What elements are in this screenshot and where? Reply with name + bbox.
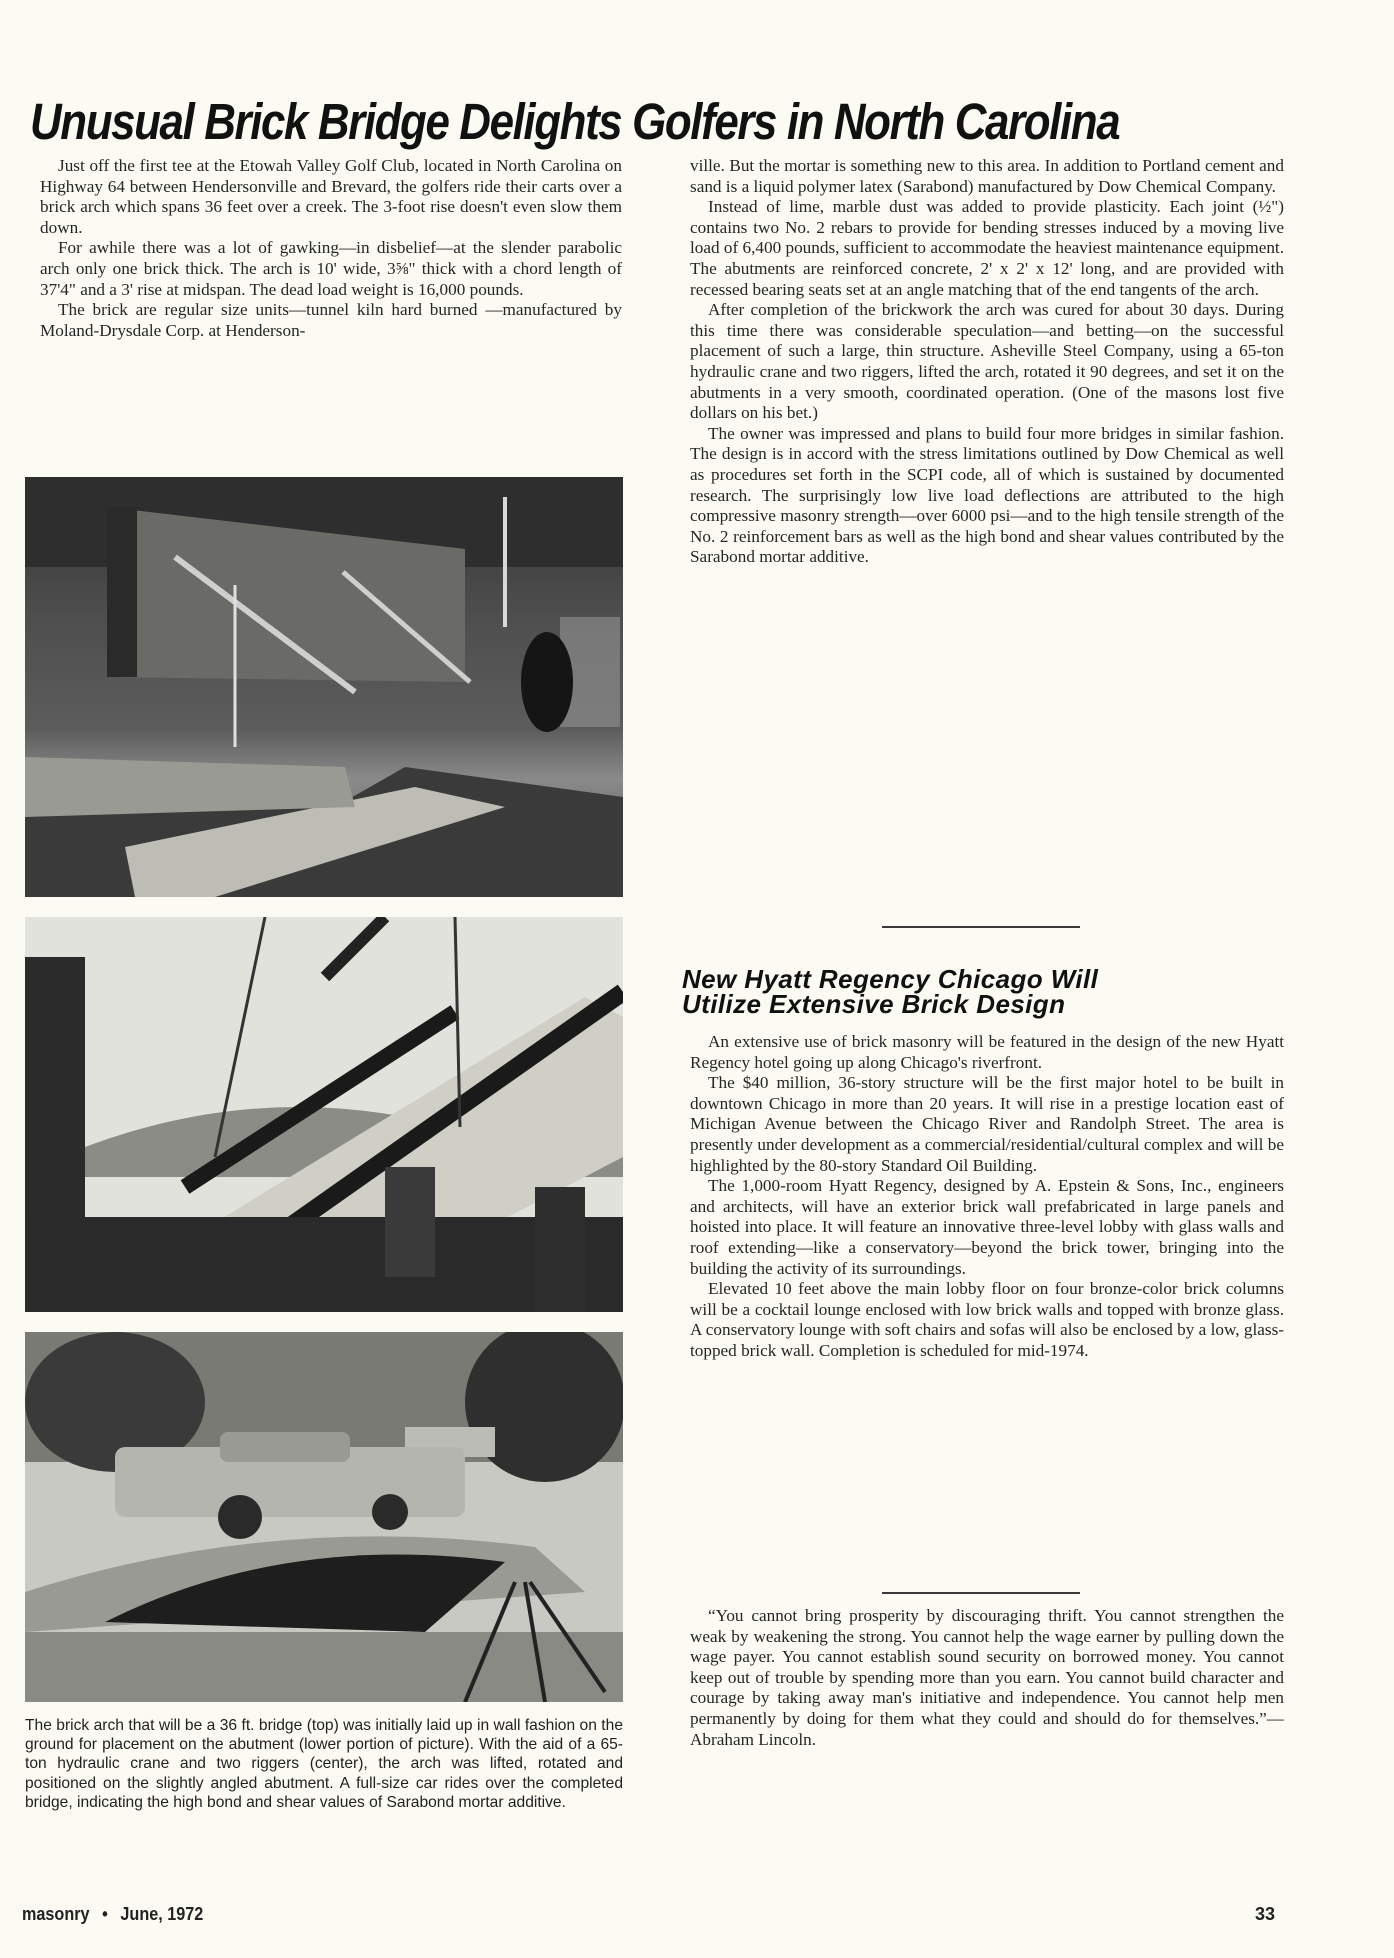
paragraph: Instead of lime, marble dust was added to provide plasticity. Each joint (½") contains two No. 2 rebars to provide for bending stresses induced by a moving live load of 6,400 pounds, sufficient to accommodate the heaviest maintenance equipment. The abutments are reinforced concrete, 2' x 2' x 12' long, and are provided with recessed bearing seats set at an angle matching that of the end tangents of the arch. <box>690 197 1284 299</box>
photo-illustration <box>25 917 623 1312</box>
paragraph: For awhile there was a lot of gawking—in disbelief—at the slender parabolic arch only one brick thick. The arch is 10' wide, 3⅝" thick with a chord length of 37'4" and a 3' rise at midspan. The dead load weight is 16,000 pounds. <box>40 238 622 299</box>
paragraph: Elevated 10 feet above the main lobby floor on four bronze-color brick columns will be a cocktail lounge enclosed with low brick walls and topped with bronze glass. A conservatory lounge with soft chairs and sofas will also be enclosed by a low, glass-topped brick wall. Completion is scheduled for mid-1974. <box>690 1279 1284 1360</box>
photo-illustration <box>25 1332 623 1702</box>
left-column-text <box>40 156 622 341</box>
sidebar-title-line-2: Utilize Extensive Brick Design <box>682 988 1066 1019</box>
paragraph: The $40 million, 36-story structure will be the first major hotel to be built in downtown Chicago in more than 20 years. It will rise in a prestige location east of Michigan Avenue between the Chicago River and Randolph Street. The area is presently under development as a commercial/residential/cultural complex and will be highlighted by the 80-story Standard Oil Building. <box>690 1073 1284 1175</box>
section-divider <box>882 926 1080 928</box>
photo-crane-lifting-arch <box>25 917 623 1312</box>
sidebar-article-title <box>682 963 1282 1019</box>
photo-illustration <box>25 477 623 897</box>
paragraph: An extensive use of brick masonry will be featured in the design of the new Hyatt Regency hotel going up along Chicago's riverfront. <box>690 1032 1284 1072</box>
photo-caption: The brick arch that will be a 36 ft. bridge (top) was initially laid up in wall fashion on the ground for placement on the abutment (lower portion of picture). With the aid of a 65-ton hydraulic crane and two riggers (center), the arch was lifted, rotated and positioned on the slightly angled abutment. A full-size car rides over the completed bridge, indicating the high bond and shear values of Sarabond mortar additive. <box>25 1717 623 1811</box>
quote-text: “You cannot bring prosperity by discouraging thrift. You cannot strengthen the weak by weakening the strong. You cannot help the wage earner by pulling down the wage payer. You cannot establish sound security on borrowed money. You cannot keep out of trouble by spending more than you earn. You cannot build character and courage by taking away man's initiative and independence. You cannot help men permanently by doing for them what they could and should do for themselves.”—Abraham Lincoln. <box>690 1606 1284 1749</box>
article-title: Unusual Brick Bridge Delights Golfers in North Carolina <box>30 93 1120 151</box>
lincoln-quote <box>690 1606 1284 1750</box>
paragraph: The owner was impressed and plans to build four more bridges in similar fashion. The design is in accord with the stress limitations outlined by Dow Chemical as well as procedures set forth in the SCPI code, all of which is sustained by documented research. The surprisingly low live load deflections are attributed to the high compressive masonry strength—over 6000 psi—and to the high tensile strength of the No. 2 reinforcement bars as well as the high bond and shear values contributed by the Sarabond mortar additive. <box>690 423 1284 567</box>
paragraph: After completion of the brickwork the arch was cured for about 30 days. During this time there was considerable speculation—and betting—on the successful placement of such a large, thin structure. Asheville Steel Company, using a 65-ton hydraulic crane and two riggers, lifted the arch, rotated it 90 degrees, and set it on the abutments in a very smooth, coordinated operation. (One of the masons lost five dollars on his bet.) <box>690 300 1284 423</box>
photo-car-on-bridge <box>25 1332 623 1702</box>
publication-name: masonry <box>22 1904 90 1924</box>
bullet-separator: • <box>102 1904 108 1924</box>
page-number: 33 <box>1255 1904 1276 1924</box>
paragraph: The brick are regular size units—tunnel kiln hard burned —manufactured by Moland-Drysdale Corp. at Henderson- <box>40 300 622 340</box>
page-footer-publication <box>22 1904 203 1925</box>
sidebar-title-line-1: New Hyatt Regency Chicago Will <box>682 963 1099 994</box>
section-divider <box>882 1592 1080 1594</box>
paragraph: ville. But the mortar is something new to this area. In addition to Portland cement and sand is a liquid polymer latex (Sarabond) manufactured by Dow Chemical Company. <box>690 156 1284 196</box>
photo-arch-laid-on-ground <box>25 477 623 897</box>
paragraph: Just off the first tee at the Etowah Valley Golf Club, located in North Carolina on Highway 64 between Hendersonville and Brevard, the golfers ride their carts over a brick arch which spans 36 feet over a creek. The 3-foot rise doesn't even slow them down. <box>40 156 622 237</box>
paragraph: The 1,000-room Hyatt Regency, designed by A. Epstein & Sons, Inc., engineers and architects, will have an exterior brick wall prefabricated in large panels and hoisted into place. It will feature an innovative three-level lobby with glass walls and roof extending—like a conservatory—beyond the brick tower, bringing into the building the activity of its surroundings. <box>690 1176 1284 1278</box>
sidebar-article-text <box>690 1032 1284 1362</box>
issue-date: June, 1972 <box>120 1904 204 1924</box>
right-column-text <box>690 156 1284 568</box>
